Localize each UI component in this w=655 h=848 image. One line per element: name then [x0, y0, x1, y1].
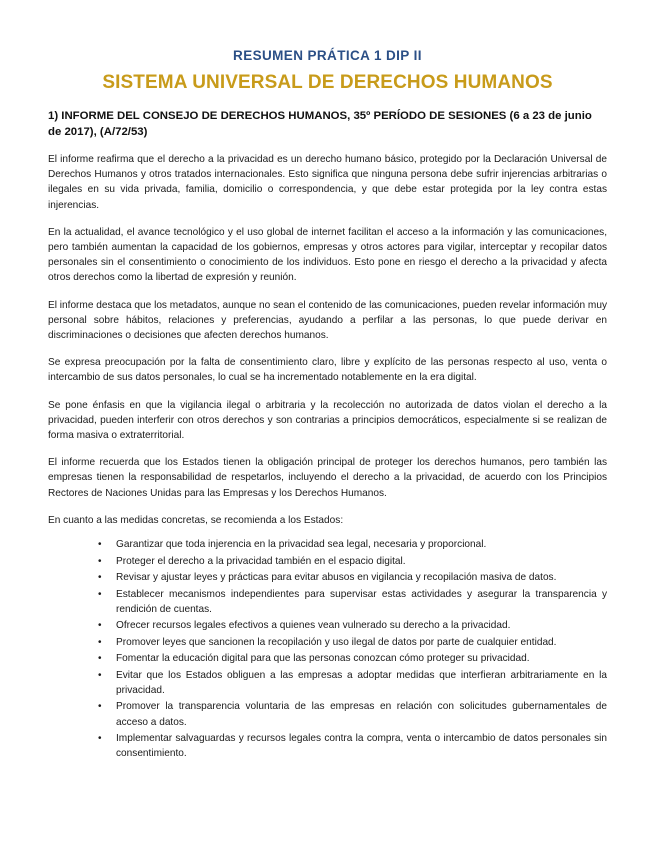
- list-item: [48, 635, 607, 650]
- list-item-text: Promover la transparencia voluntaria de las empresas en relación con solicitudes gubernamentales de acceso a datos.: [116, 701, 607, 728]
- list-item-text: Ofrecer recursos legales efectivos a quienes vean vulnerado su derecho a la privacidad.: [116, 620, 511, 632]
- list-item: [48, 570, 607, 585]
- bullet-icon: •: [98, 636, 102, 648]
- list-item: [48, 587, 607, 617]
- paragraph-technology: En la actualidad, el avance tecnológico y el uso global de internet facilitan el acceso a la información y las comunicaciones, pero también aumentan la capacidad de los gobiernos, empresas y otros actores para vigilar, interceptar y recopilar datos personales sin el consentimiento o conocimiento de los individuos. Esto pone en riesgo el derecho a la privacidad y afecta otros derechos como la libertad de expresión y reunión.: [48, 226, 607, 284]
- list-item-text: Implementar salvaguardas y recursos legales contra la compra, venta o intercambio de datos personales sin consentimiento.: [116, 733, 607, 760]
- document-title: SISTEMA UNIVERSAL DE DERECHOS HUMANOS: [102, 72, 553, 93]
- list-item-text: Promover leyes que sancionen la recopilación y uso ilegal de datos por parte de cualquier entidad.: [116, 636, 557, 648]
- section-heading: 1) INFORME DEL CONSEJO DE DERECHOS HUMANOS, 35º PERÍODO DE SESIONES (6 a 23 de junio de 2017), (A/72/53): [48, 110, 592, 138]
- document-subtitle: RESUMEN PRÁTICA 1 DIP II: [233, 48, 422, 63]
- list-item: [48, 731, 607, 761]
- list-item: [48, 699, 607, 729]
- list-item: [48, 537, 607, 552]
- bullet-icon: •: [98, 555, 102, 567]
- list-item: [48, 668, 607, 698]
- list-item: [48, 651, 607, 666]
- bullet-icon: •: [98, 539, 102, 551]
- list-item-text: Garantizar que toda injerencia en la privacidad sea legal, necesaria y proporcional.: [116, 539, 487, 551]
- list-item: [48, 618, 607, 633]
- bullet-icon: •: [98, 733, 102, 745]
- bullet-icon: •: [98, 669, 102, 681]
- bullet-icon: •: [98, 701, 102, 713]
- bullet-icon: •: [98, 572, 102, 584]
- paragraph-privacy-right: El informe reafirma que el derecho a la privacidad es un derecho humano básico, protegido por la Declaración Universal de Derechos Humanos y otros tratados internacionales. Esto significa que ninguna persona debe sufrir injerencias arbitrarias o ilegales en su vida privada, familia, domicilio o correspondencia, y que debe estar protegida por la ley contra estas injerencias.: [48, 154, 607, 211]
- paragraph-state-obligations: El informe recuerda que los Estados tienen la obligación principal de proteger los derechos humanos, pero también las empresas tienen la responsabilidad de respetarlos, incluyendo el derecho a la privacidad, de acuerdo con los Principios Rectores de Naciones Unidas para las Empresas y los Derechos Humanos.: [48, 457, 607, 499]
- paragraph-measures-intro: En cuanto a las medidas concretas, se recomienda a los Estados:: [48, 514, 344, 526]
- bullet-icon: •: [98, 653, 102, 665]
- list-item-text: Proteger el derecho a la privacidad también en el espacio digital.: [116, 555, 406, 567]
- paragraph-surveillance: Se pone énfasis en que la vigilancia ilegal o arbitraria y la recolección no autorizada de datos violan el derecho a la privacidad, pueden interferir con otros derechos y son contrarias a principios democráticos, especialmente si se realizan de forma masiva o extraterritorial.: [48, 399, 607, 442]
- list-item: [48, 554, 607, 569]
- bullet-icon: •: [98, 588, 102, 600]
- paragraph-consent: Se expresa preocupación por la falta de consentimiento claro, libre y explícito de las personas respecto al uso, venta o intercambio de sus datos personales, lo cual se ha incrementado notablemente en la era digital.: [48, 357, 607, 384]
- recommendations-list: [48, 537, 607, 762]
- list-item-text: Revisar y ajustar leyes y prácticas para evitar abusos en vigilancia y recopilación masiva de datos.: [116, 572, 557, 584]
- list-item-text: Evitar que los Estados obliguen a las empresas a adoptar medidas que interfieran arbitrariamente en la privacidad.: [116, 669, 607, 696]
- document-header: [48, 48, 607, 94]
- list-item-text: Establecer mecanismos independientes para supervisar estas actividades y asegurar la transparencia y rendición de cuentas.: [116, 588, 607, 615]
- list-item-text: Fomentar la educación digital para que las personas conozcan cómo proteger su privacidad.: [116, 653, 530, 665]
- bullet-icon: •: [98, 620, 102, 632]
- paragraph-metadata: El informe destaca que los metadatos, aunque no sean el contenido de las comunicaciones, pueden revelar información muy personal sobre hábitos, relaciones y preferencias, ayudando a perfilar a las personas, lo que puede derivar en discriminaciones o decisiones que afecten derechos humanos.: [48, 299, 607, 342]
